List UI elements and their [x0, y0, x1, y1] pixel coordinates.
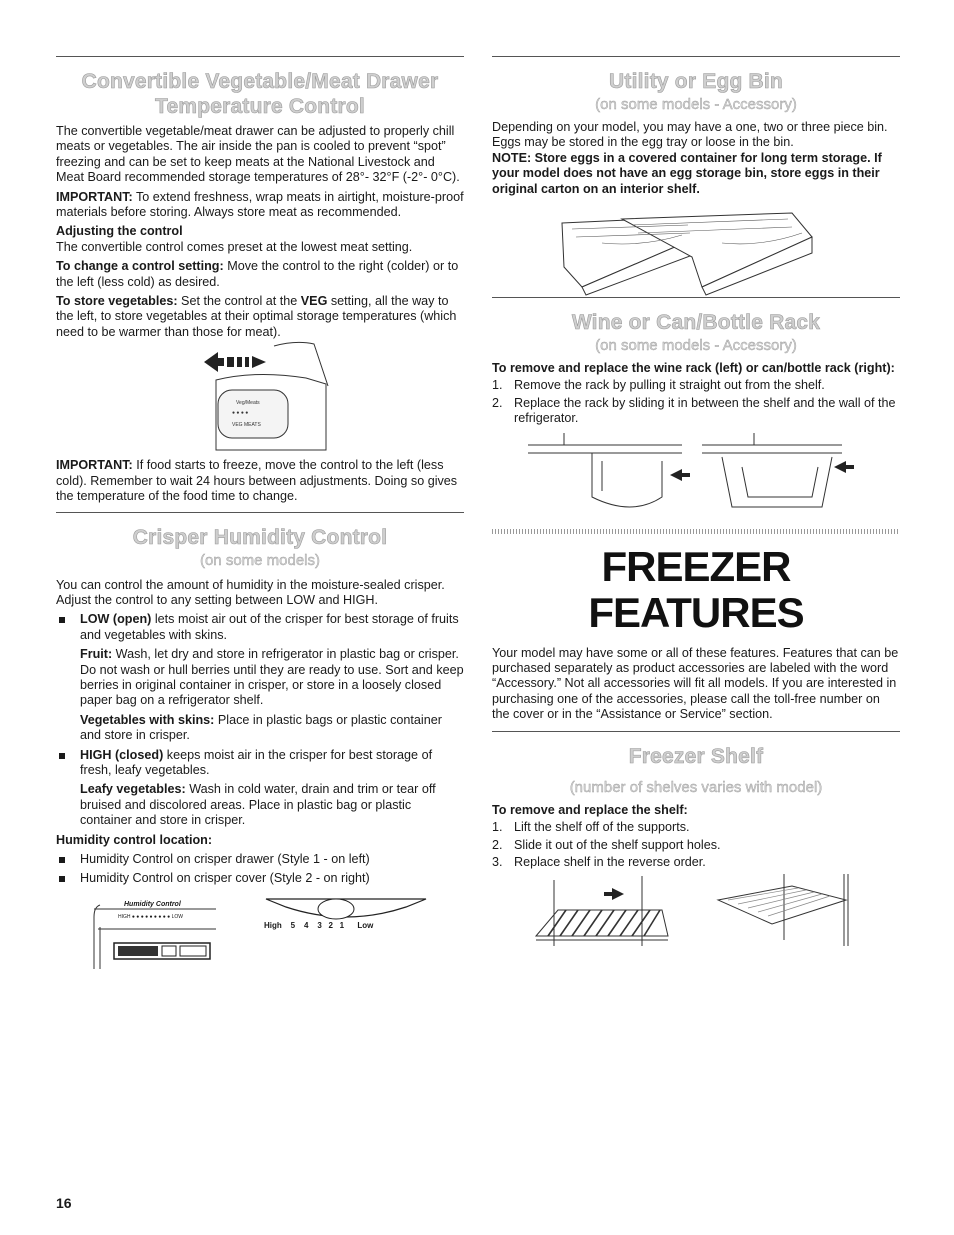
crisper-subtitle: (on some models): [199, 551, 321, 569]
egg-bin-illustration: [492, 197, 900, 297]
freezer-shelf-heading: To remove and replace the shelf:: [492, 802, 688, 817]
wine-rack-step-2: 2. Replace the rack by sliding it in between the shelf and the wall of the refrigerator.: [492, 395, 896, 426]
wine-rack-subtitle: (on some models - Accessory): [595, 337, 797, 355]
left-arrow-icon: [204, 352, 266, 372]
veg-meat-control-illustration: [56, 340, 464, 458]
humidity-location-heading: Humidity control location:: [56, 832, 213, 847]
freezer-features-title: FREEZER FEATURES: [588, 542, 804, 636]
humidity-scale: High 5 4 3 2 1 Low: [264, 920, 374, 930]
shelf-step-1: 1. Lift the shelf off of the supports.: [492, 820, 690, 835]
store-vegetables: To store vegetables: Set the control at the VEG setting, all the way to the left, to store vegetables at their optimal storage temperatures (which need to be warmer than those for meat).: [56, 294, 457, 339]
freezer-shelf-title: Freezer Shelf: [628, 744, 764, 768]
humidity-dial-scale: HIGH ● ● ● ● ● ● ● ● ● LOW: [118, 913, 183, 920]
humidity-dial-label: Humidity Control: [124, 900, 181, 908]
svg-text:VEG MEATS: VEG MEATS: [232, 422, 261, 429]
low-open-item: LOW (open) lets moist air out of the crisper for best storage of fruits and vegetables with skins.: [56, 612, 464, 643]
shelf-step-3: 3. Replace shelf in the reverse order.: [492, 854, 706, 869]
crisper-intro: You can control the amount of humidity in the moisture-sealed crisper. Adjust the control to any setting between LOW and HIGH.: [56, 577, 445, 607]
shelf-step-2: 2. Slide it out of the shelf support holes.: [492, 837, 721, 852]
convertible-important: IMPORTANT: To extend freshness, wrap meats in airtight, moisture-proof materials before storing. Always store meat as recommended.: [56, 189, 464, 220]
freezer-shelf-subtitle: (number of shelves varies with model): [569, 778, 823, 796]
location-style-2: Humidity Control on crisper cover (Style 2 - on right): [56, 871, 464, 886]
convertible-title-line2: Temperature Control: [155, 95, 365, 118]
high-closed-item: HIGH (closed) keeps moist air in the crisper for best storage of fresh, leafy vegetables.: [56, 748, 464, 779]
crisper-title: Crisper Humidity Control: [132, 525, 388, 549]
leafy-vegetables-text: Leafy vegetables: Wash in cold water, drain and trim or tear off bruised and discolored areas. Place in plastic bag or plastic container and store in crisper.: [80, 782, 436, 828]
utility-intro: Depending on your model, you may have a one, two or three piece bin. Eggs may be stored in the egg tray or loose in the bin.: [492, 120, 888, 150]
adjust-text: The convertible control comes preset at the lowest meat setting.: [56, 239, 413, 254]
arrow-icon: [670, 469, 690, 481]
utility-subtitle: (on some models - Accessory): [595, 96, 797, 113]
convertible-title-line1: Convertible Vegetable/Meat Drawer: [81, 70, 439, 93]
arrow-icon: [604, 888, 624, 900]
freezer-features-intro: Your model may have some or all of these features. Features that can be purchased separately as product accessories are labeled with the word “Accessory.” Not all accessories will fit all models. If you are interested in purchasing one of the accessories, please call the toll-free number on the cover or in the “Assistance or Service” section.: [492, 645, 899, 722]
utility-note: NOTE: Store eggs in a covered container for long term storage. If your model does not have an egg storage bin, store eggs in their original carton on an interior shelf.: [492, 150, 882, 196]
left-column: [56, 56, 464, 977]
change-setting: To change a control setting: Move the control to the right (colder) or to the left (less cold) as desired.: [56, 259, 459, 289]
vegetables-skins-text: Vegetables with skins: Place in plastic bags or plastic container and store in crisper.: [80, 712, 442, 743]
convertible-intro: The convertible vegetable/meat drawer can be adjusted to properly chill meats or vegetables. The air inside the pan is cooled to prevent “spot” freezing and can be set to keep meats at the National Livestock and Meat Board recommended storage temperatures of 28°- 32°F (-2°- 0°C).: [56, 124, 460, 185]
location-style-1: Humidity Control on crisper drawer (Style 1 - on left): [56, 852, 464, 867]
adjust-heading: Adjusting the control: [56, 224, 183, 239]
utility-title: Utility or Egg Bin: [609, 70, 783, 93]
svg-text:● ● ● ●: ● ● ● ●: [232, 410, 249, 417]
convertible-important2: IMPORTANT: If food starts to freeze, move the control to the left (less cold). Remember to wait 24 hours between adjustments. Doing so gives the temperature of the food time to change.: [56, 458, 458, 504]
humidity-control-illustration: [56, 897, 464, 977]
freezer-shelf-illustration: [492, 870, 900, 950]
wine-rack-title: Wine or Can/Bottle Rack: [571, 311, 821, 335]
right-column: [492, 56, 900, 950]
fruit-text: Fruit: Wash, let dry and store in refrigerator in plastic bag or crisper. Do not wash or hull berries until they are ready to use. Sort and keep berries in original container in crisper, or store in a loosely closed paper bag on a refrigerator shelf.: [80, 647, 464, 708]
svg-text:Veg/Meats: Veg/Meats: [236, 400, 260, 407]
wine-rack-illustration: [492, 427, 900, 523]
wine-rack-heading: To remove and replace the wine rack (left) or can/bottle rack (right):: [492, 361, 895, 376]
arrow-icon: [834, 461, 854, 473]
page-number: 16: [56, 1195, 72, 1211]
wine-rack-step-1: 1. Remove the rack by pulling it straight out from the shelf.: [492, 378, 825, 393]
